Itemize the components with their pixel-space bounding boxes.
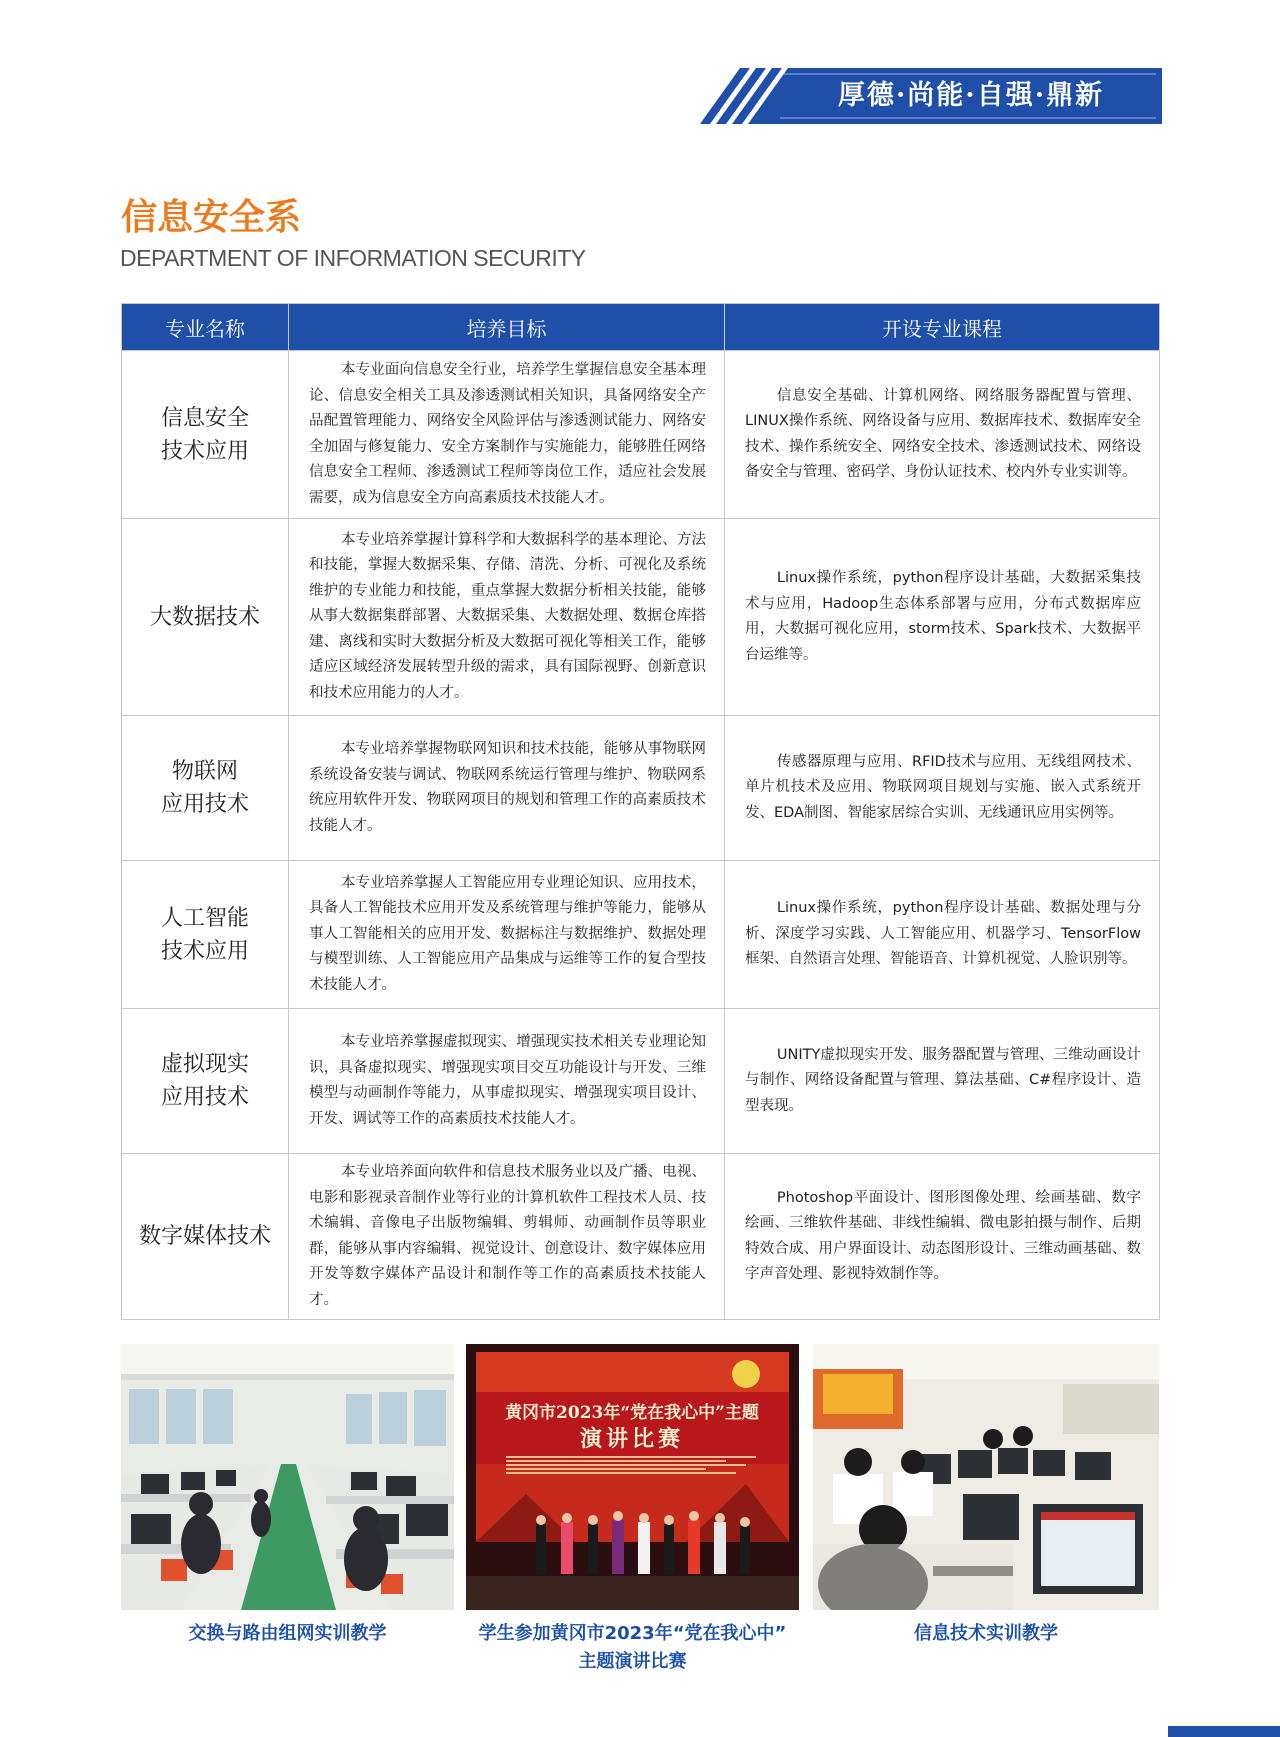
- caption-line: 交换与路由组网实训教学: [188, 1623, 387, 1644]
- training-goal-cell: [289, 519, 725, 716]
- table-header-row: [122, 304, 1160, 351]
- courses-text: Photoshop平面设计、图形图像处理、绘画基础、数字绘画、三维软件基础、非线性编辑、微电影拍摄与制作、后期特效合成、用户界面设计、动态图形设计、三维动画基础、数字声音处理、影视特效制作等。: [745, 1189, 1141, 1282]
- courses-text: Linux操作系统，python程序设计基础、数据处理与分析、深度学习实践、人工智能应用、机器学习、TensorFlow框架、自然语言处理、智能语音、计算机视觉、人脸识别等。: [745, 900, 1141, 968]
- training-goal-text: 本专业培养掌握人工智能应用专业理论知识、应用技术，具备人工智能技术应用开发及系统管理与维护等能力，能够从事人工智能相关的应用开发、数据标注与数据维护、数据处理与模型训练、人工智能应用产品集成与运维等工作的复合型技术技能人才。: [309, 874, 706, 993]
- courses-cell: [725, 861, 1160, 1009]
- caption-line: 学生参加黄冈市2023年“党在我心中”: [478, 1623, 787, 1644]
- majors-table: [121, 303, 1160, 1320]
- major-name-line: 信息安全: [160, 405, 249, 431]
- photo-caption: [466, 1620, 799, 1676]
- major-name-cell: [122, 716, 289, 861]
- major-name-line: 应用技术: [160, 792, 249, 817]
- table-row: [122, 519, 1160, 716]
- courses-text: UNITY虚拟现实开发、服务器配置与管理、三维动画设计与制作、网络设备配置与管理、算法基础、C#程序设计、造型表现。: [745, 1046, 1141, 1114]
- major-name-cell: [122, 1009, 289, 1154]
- photo-caption: [813, 1620, 1159, 1648]
- major-name-line: 大数据技术: [149, 604, 260, 630]
- stage-banner-subtitle: 演讲比赛: [579, 1426, 685, 1452]
- major-name-cell: [122, 351, 289, 519]
- training-goal-cell: [289, 861, 725, 1009]
- header-training-goal: 培养目标: [289, 304, 725, 351]
- major-name-cell: [122, 519, 289, 716]
- major-name-line: 数字媒体技术: [138, 1224, 271, 1249]
- training-goal-text: 本专业培养掌握计算科学和大数据科学的基本理论、方法和技能，掌握大数据采集、存储、清洗、分析、可视化及系统维护的专业能力和技能，重点掌握大数据分析相关技能，能够从事大数据集群部署、大数据采集、大数据处理、数据仓库搭建、离线和实时大数据分析及大数据可视化等相关工作，能够适应区域经济发展转型升级的需求，具有国际视野、创新意识和技术应用能力的人才。: [309, 531, 706, 701]
- major-name-line: 技术应用: [160, 938, 249, 964]
- major-name-line: 物联网: [171, 759, 238, 784]
- training-goal-cell: [289, 1154, 725, 1320]
- table-row: [122, 1154, 1160, 1320]
- major-name-line: 虚拟现实: [160, 1052, 249, 1077]
- header-banner: [700, 68, 1162, 124]
- header-courses: 开设专业课程: [725, 304, 1160, 351]
- photo-it-lab: [813, 1344, 1159, 1610]
- training-goal-cell: [289, 716, 725, 861]
- training-goal-text: 本专业培养面向软件和信息技术服务业以及广播、电视、电影和影视录音制作业等行业的计算机软件工程技术人员、技术编辑、音像电子出版物编辑、剪辑师、动画制作员等职业群，能够从事内容编辑、视觉设计、创意设计、数字媒体应用开发等数字媒体产品设计和制作等工作的高素质技术技能人才。: [309, 1164, 706, 1308]
- major-name-line: 人工智能: [160, 905, 249, 931]
- department-title: 信息安全系: [121, 197, 302, 238]
- photo-network-lab: [121, 1344, 454, 1610]
- training-goal-text: 本专业培养掌握物联网知识和技术技能，能够从事物联网系统设备安装与调试、物联网系统运行管理与维护、物联网系统应用软件开发、物联网项目的规划和管理工作的高素质技术技能人才。: [309, 741, 706, 834]
- training-goal-cell: [289, 351, 725, 519]
- photo-speech-contest: [466, 1344, 799, 1610]
- motto-text: 厚德·尚能·自强·鼎新: [837, 80, 1105, 111]
- photo-caption: [121, 1620, 454, 1648]
- header-major-name: 专业名称: [122, 304, 289, 351]
- table-row: [122, 351, 1160, 519]
- courses-cell: [725, 351, 1160, 519]
- courses-cell: [725, 519, 1160, 716]
- stage-banner-title: 黄冈市2023年“党在我心中”主题: [505, 1403, 759, 1423]
- major-name-line: 应用技术: [160, 1085, 249, 1110]
- training-goal-text: 本专业培养掌握虚拟现实、增强现实技术相关专业理论知识，具备虚拟现实、增强现实项目交互功能设计与开发、三维模型与动画制作等能力，从事虚拟现实、增强现实项目设计、开发、调试等工作的高素质技术技能人才。: [309, 1034, 706, 1127]
- caption-line: 主题演讲比赛: [578, 1651, 687, 1672]
- major-name-line: 技术应用: [160, 438, 249, 464]
- training-goal-cell: [289, 1009, 725, 1154]
- training-goal-text: 本专业面向信息安全行业，培养学生掌握信息安全基本理论、信息安全相关工具及渗透测试相关知识，具备网络安全产品配置管理能力、网络安全风险评估与渗透测试能力、网络安全加固与修复能力、安全方案制作与实施能力，能够胜任网络信息安全工程师、渗透测试工程师等岗位工作，适应社会发展需要，成为信息安全方向高素质技术技能人才。: [309, 362, 706, 506]
- courses-text: 传感器原理与应用、RFID技术与应用、无线组网技术、单片机技术及应用、物联网项目规划与实施、嵌入式系统开发、EDA制图、智能家居综合实训、无线通讯应用实例等。: [745, 753, 1141, 821]
- page-corner-tab: [1168, 1726, 1280, 1737]
- major-name-cell: [122, 1154, 289, 1320]
- table-row: [122, 861, 1160, 1009]
- courses-cell: [725, 716, 1160, 861]
- caption-line: 信息技术实训教学: [914, 1623, 1058, 1644]
- table-row: [122, 1009, 1160, 1154]
- courses-cell: [725, 1009, 1160, 1154]
- major-name-cell: [122, 861, 289, 1009]
- department-subtitle: DEPARTMENT OF INFORMATION SECURITY: [120, 245, 586, 271]
- courses-cell: [725, 1154, 1160, 1320]
- courses-text: Linux操作系统，python程序设计基础，大数据采集技术与应用，Hadoop生态体系部署与应用，分布式数据库应用，大数据可视化应用，storm技术、Spark技术、大数据平台运维等。: [745, 570, 1141, 663]
- courses-text: 信息安全基础、计算机网络、网络服务器配置与管理、LINUX操作系统、网络设备与应用、数据库技术、数据库安全技术、操作系统安全、网络安全技术、渗透测试技术、网络设备安全与管理、密码学、身份认证技术、校内外专业实训等。: [745, 387, 1141, 480]
- table-row: [122, 716, 1160, 861]
